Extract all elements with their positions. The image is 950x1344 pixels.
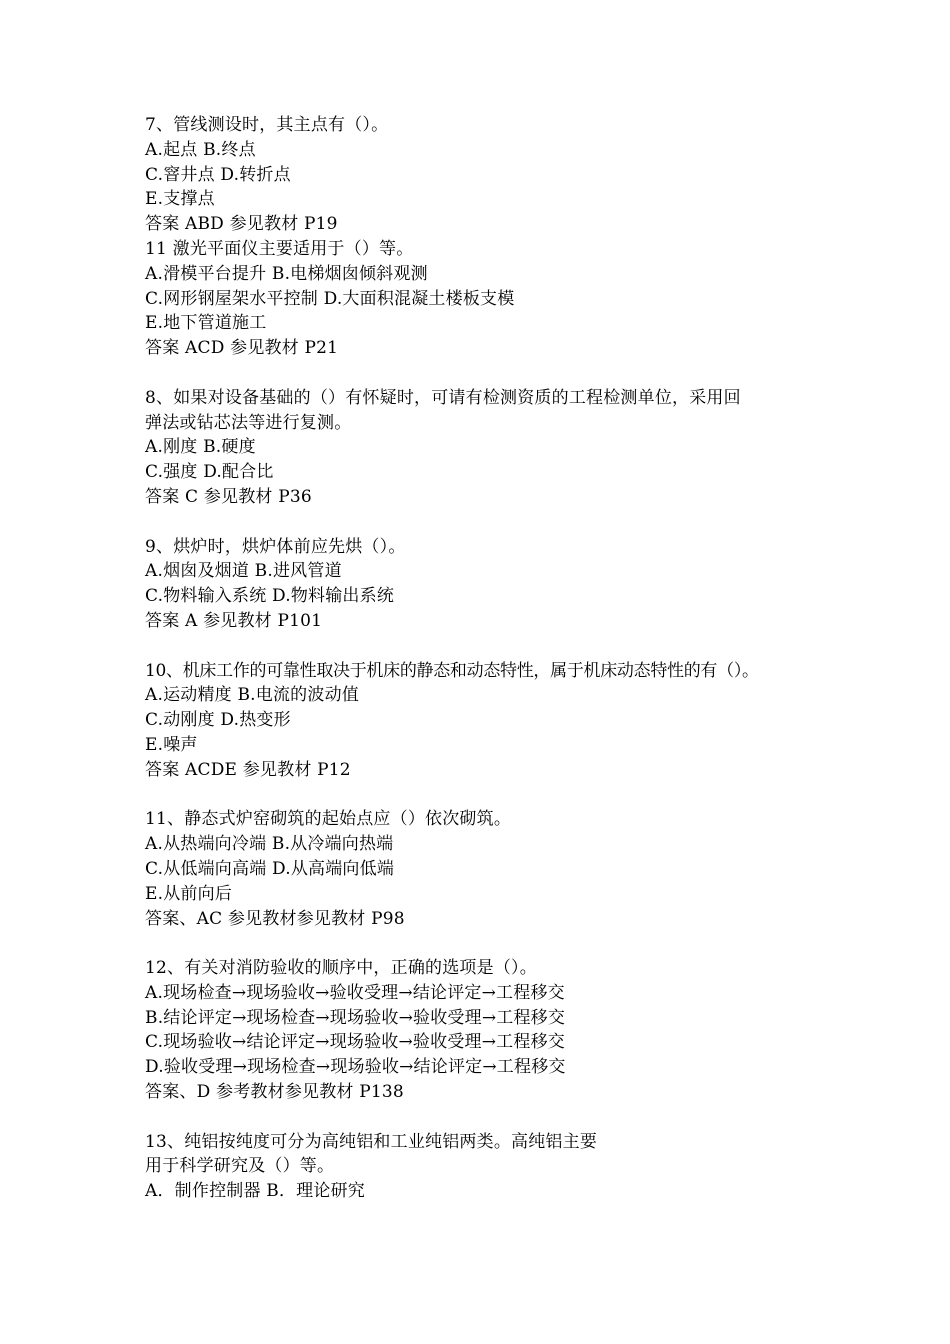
question-text: 12、有关对消防验收的顺序中，正确的选项是（）。 — [145, 958, 537, 979]
question-text: 8、如果对设备基础的（）有怀疑时，可请有检测资质的工程检测单位，采用回 — [145, 387, 741, 408]
question-text: 7、管线测设时，其主点有（）。 — [145, 115, 389, 135]
question-block-8 — [145, 386, 825, 510]
option-line: A.从热端向冷端 B.从冷端向热端 — [145, 834, 394, 855]
answer-line: 答案、AC 参见教材参见教材 P98 — [145, 908, 405, 929]
option-line: E.从前向后 — [145, 883, 233, 904]
question-block-13 — [145, 1130, 825, 1204]
paragraph-gap — [145, 1105, 825, 1130]
question-text: 11、静态式炉窑砌筑的起始点应（）依次砌筑。 — [145, 809, 512, 830]
question-block-11 — [145, 807, 825, 931]
option-line: D.验收受理→现场检查→现场验收→结论评定→工程移交 — [145, 1057, 566, 1078]
question-text: 11 激光平面仪主要适用于（）等。 — [145, 238, 414, 259]
paragraph-gap — [145, 634, 825, 659]
option-line: C.从低端向高端 D.从高端向低端 — [145, 858, 395, 879]
option-line: E.支撑点 — [145, 189, 215, 210]
option-line: C.动刚度 D.热变形 — [145, 710, 291, 731]
option-line: A.烟囱及烟道 B.进风管道 — [145, 561, 342, 582]
option-line: A.运动精度 B.电流的波动值 — [145, 685, 359, 706]
question-text: 10、机床工作的可靠性取决于机床的静态和动态特性，属于机床动态特性的有（）。 — [145, 660, 759, 681]
paragraph-gap — [145, 510, 825, 535]
document-body — [145, 113, 825, 1204]
answer-line: 答案 ABD 参见教材 P19 — [145, 214, 338, 235]
question-block-9 — [145, 535, 825, 634]
question-text: 9、烘炉时，烘炉体前应先烘（）。 — [145, 536, 406, 557]
question-block-7-11 — [145, 113, 825, 361]
option-line: C.强度 D.配合比 — [145, 462, 274, 483]
question-text: 13、纯铝按纯度可分为高纯铝和工业纯铝两类。高纯铝主要 — [145, 1131, 598, 1152]
question-text-continued: 用于科学研究及（）等。 — [145, 1156, 335, 1177]
question-block-10 — [145, 659, 825, 783]
answer-line: 答案、D 参考教材参见教材 P138 — [145, 1082, 404, 1103]
option-line: A．制作控制器 B．理论研究 — [145, 1181, 365, 1202]
paragraph-gap — [145, 783, 825, 808]
option-line: E.地下管道施工 — [145, 313, 267, 334]
question-text-continued: 弹法或钻芯法等进行复测。 — [145, 412, 352, 433]
option-line: C.窨井点 D.转折点 — [145, 164, 291, 185]
option-line: C.网形钢屋架水平控制 D.大面积混凝土楼板支模 — [145, 288, 515, 309]
question-block-12 — [145, 956, 825, 1105]
option-line: A.滑模平台提升 B.电梯烟囱倾斜观测 — [145, 263, 428, 284]
option-line: A.现场检查→现场验收→验收受理→结论评定→工程移交 — [145, 982, 565, 1003]
option-line: A.起点 B.终点 — [145, 139, 256, 160]
option-line: E.噪声 — [145, 734, 198, 755]
answer-line: 答案 ACD 参见教材 P21 — [145, 338, 339, 359]
answer-line: 答案 A 参见教材 P101 — [145, 610, 323, 631]
option-line: B.结论评定→现场检查→现场验收→验收受理→工程移交 — [145, 1007, 566, 1028]
paragraph-gap — [145, 361, 825, 386]
answer-line: 答案 ACDE 参见教材 P12 — [145, 759, 351, 780]
answer-line: 答案 C 参见教材 P36 — [145, 486, 312, 507]
option-line: A.刚度 B.硬度 — [145, 437, 256, 458]
option-line: C.现场验收→结论评定→现场验收→验收受理→工程移交 — [145, 1032, 565, 1053]
option-line: C.物料输入系统 D.物料输出系统 — [145, 586, 395, 607]
paragraph-gap — [145, 931, 825, 956]
